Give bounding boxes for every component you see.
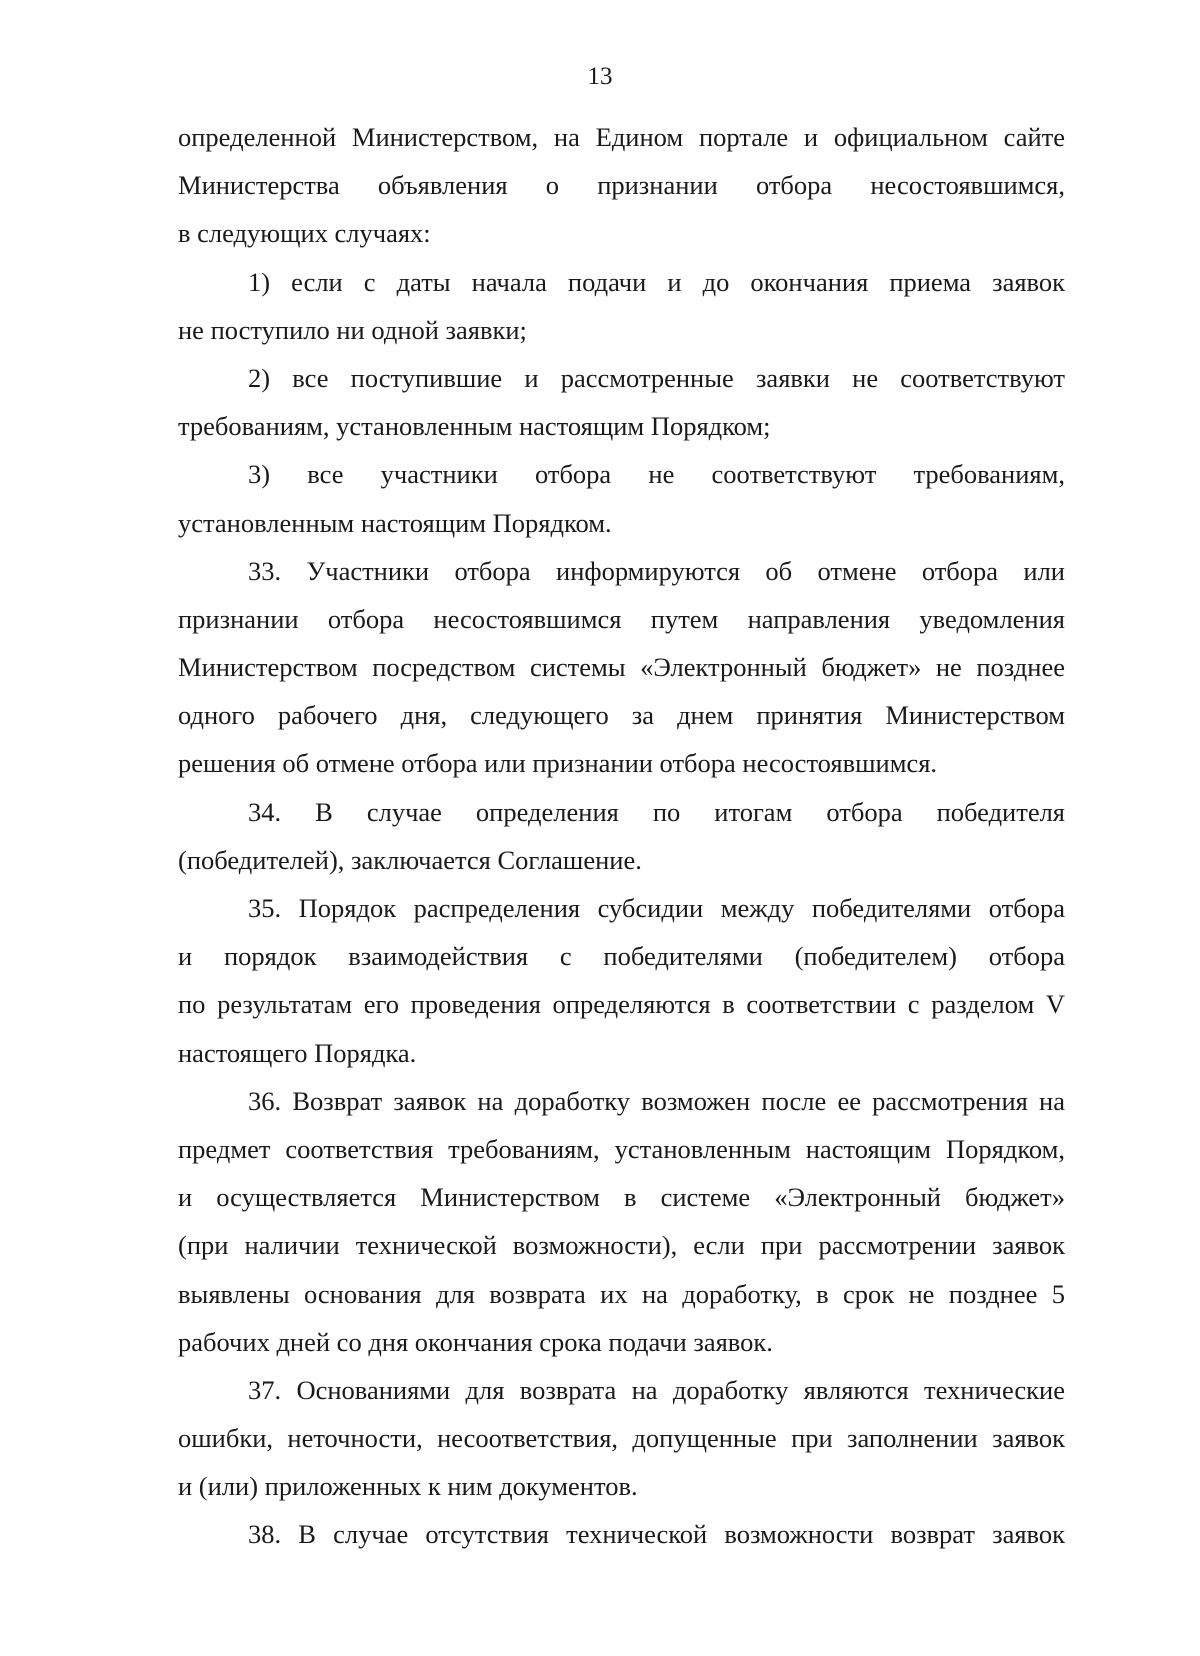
text-line: 1) если с даты начала подачи и до окончания приема заявок	[248, 266, 1065, 297]
text-line: выявлены основания для возврата их на доработку, в срок не позднее 5	[178, 1278, 1065, 1309]
text-line: Министерством посредством системы «Электронный бюджет» не позднее	[178, 652, 1065, 683]
text-line: установленным настоящим Порядком.	[178, 507, 612, 538]
body-text	[178, 113, 1065, 1559]
text-line: настоящего Порядка.	[178, 1037, 417, 1068]
text-line: ошибки, неточности, несоответствия, допущенные при заполнении заявок	[178, 1423, 1065, 1454]
text-line: 2) все поступившие и рассмотренные заявки не соответствуют	[248, 362, 1065, 393]
text-line: 37. Основаниями для возврата на доработку являются технические	[248, 1374, 1065, 1405]
text-line: и осуществляется Министерством в системе «Электронный бюджет»	[178, 1182, 1065, 1213]
text-line: решения об отмене отбора или признании отбора несостоявшимся.	[178, 748, 938, 779]
text-line: Министерства объявления о признании отбора несостоявшимся,	[178, 170, 1065, 201]
text-line: предмет соответствия требованиям, установленным настоящим Порядком,	[178, 1133, 1065, 1164]
text-line: и (или) приложенных к ним документов.	[178, 1471, 638, 1502]
text-line: 35. Порядок распределения субсидии между победителями отбора	[248, 893, 1065, 923]
text-line: признании отбора несостоявшимся путем направления уведомления	[178, 603, 1065, 634]
text-line: требованиям, установленным настоящим Порядком;	[178, 411, 771, 442]
text-line: в следующих случаях:	[178, 218, 431, 249]
text-line: и порядок взаимодействия с победителями (победителем) отбора	[178, 941, 1065, 972]
text-line: одного рабочего дня, следующего за днем принятия Министерством	[178, 700, 1065, 731]
text-line: 34. В случае определения по итогам отбора победителя	[248, 796, 1065, 827]
page-number: 13	[587, 63, 613, 90]
text-line: 33. Участники отбора информируются об отмене отбора или	[248, 555, 1065, 586]
text-line: рабочих дней со дня окончания срока подачи заявок.	[178, 1326, 773, 1357]
text-line: не поступило ни одной заявки;	[178, 314, 527, 345]
text-line: 38. В случае отсутствия технической возможности возврат заявок	[248, 1519, 1065, 1550]
text-line: 3) все участники отбора не соответствуют требованиям,	[248, 459, 1065, 490]
text-line: определенной Министерством, на Едином портале и официальном сайте	[178, 122, 1065, 152]
text-line: (победителей), заключается Соглашение.	[178, 844, 642, 875]
text-line: (при наличии технической возможности), если при рассмотрении заявок	[178, 1230, 1065, 1261]
text-line: по результатам его проведения определяются в соответствии с разделом V	[178, 989, 1065, 1020]
text-line: 36. Возврат заявок на доработку возможен после ее рассмотрения на	[248, 1085, 1065, 1116]
